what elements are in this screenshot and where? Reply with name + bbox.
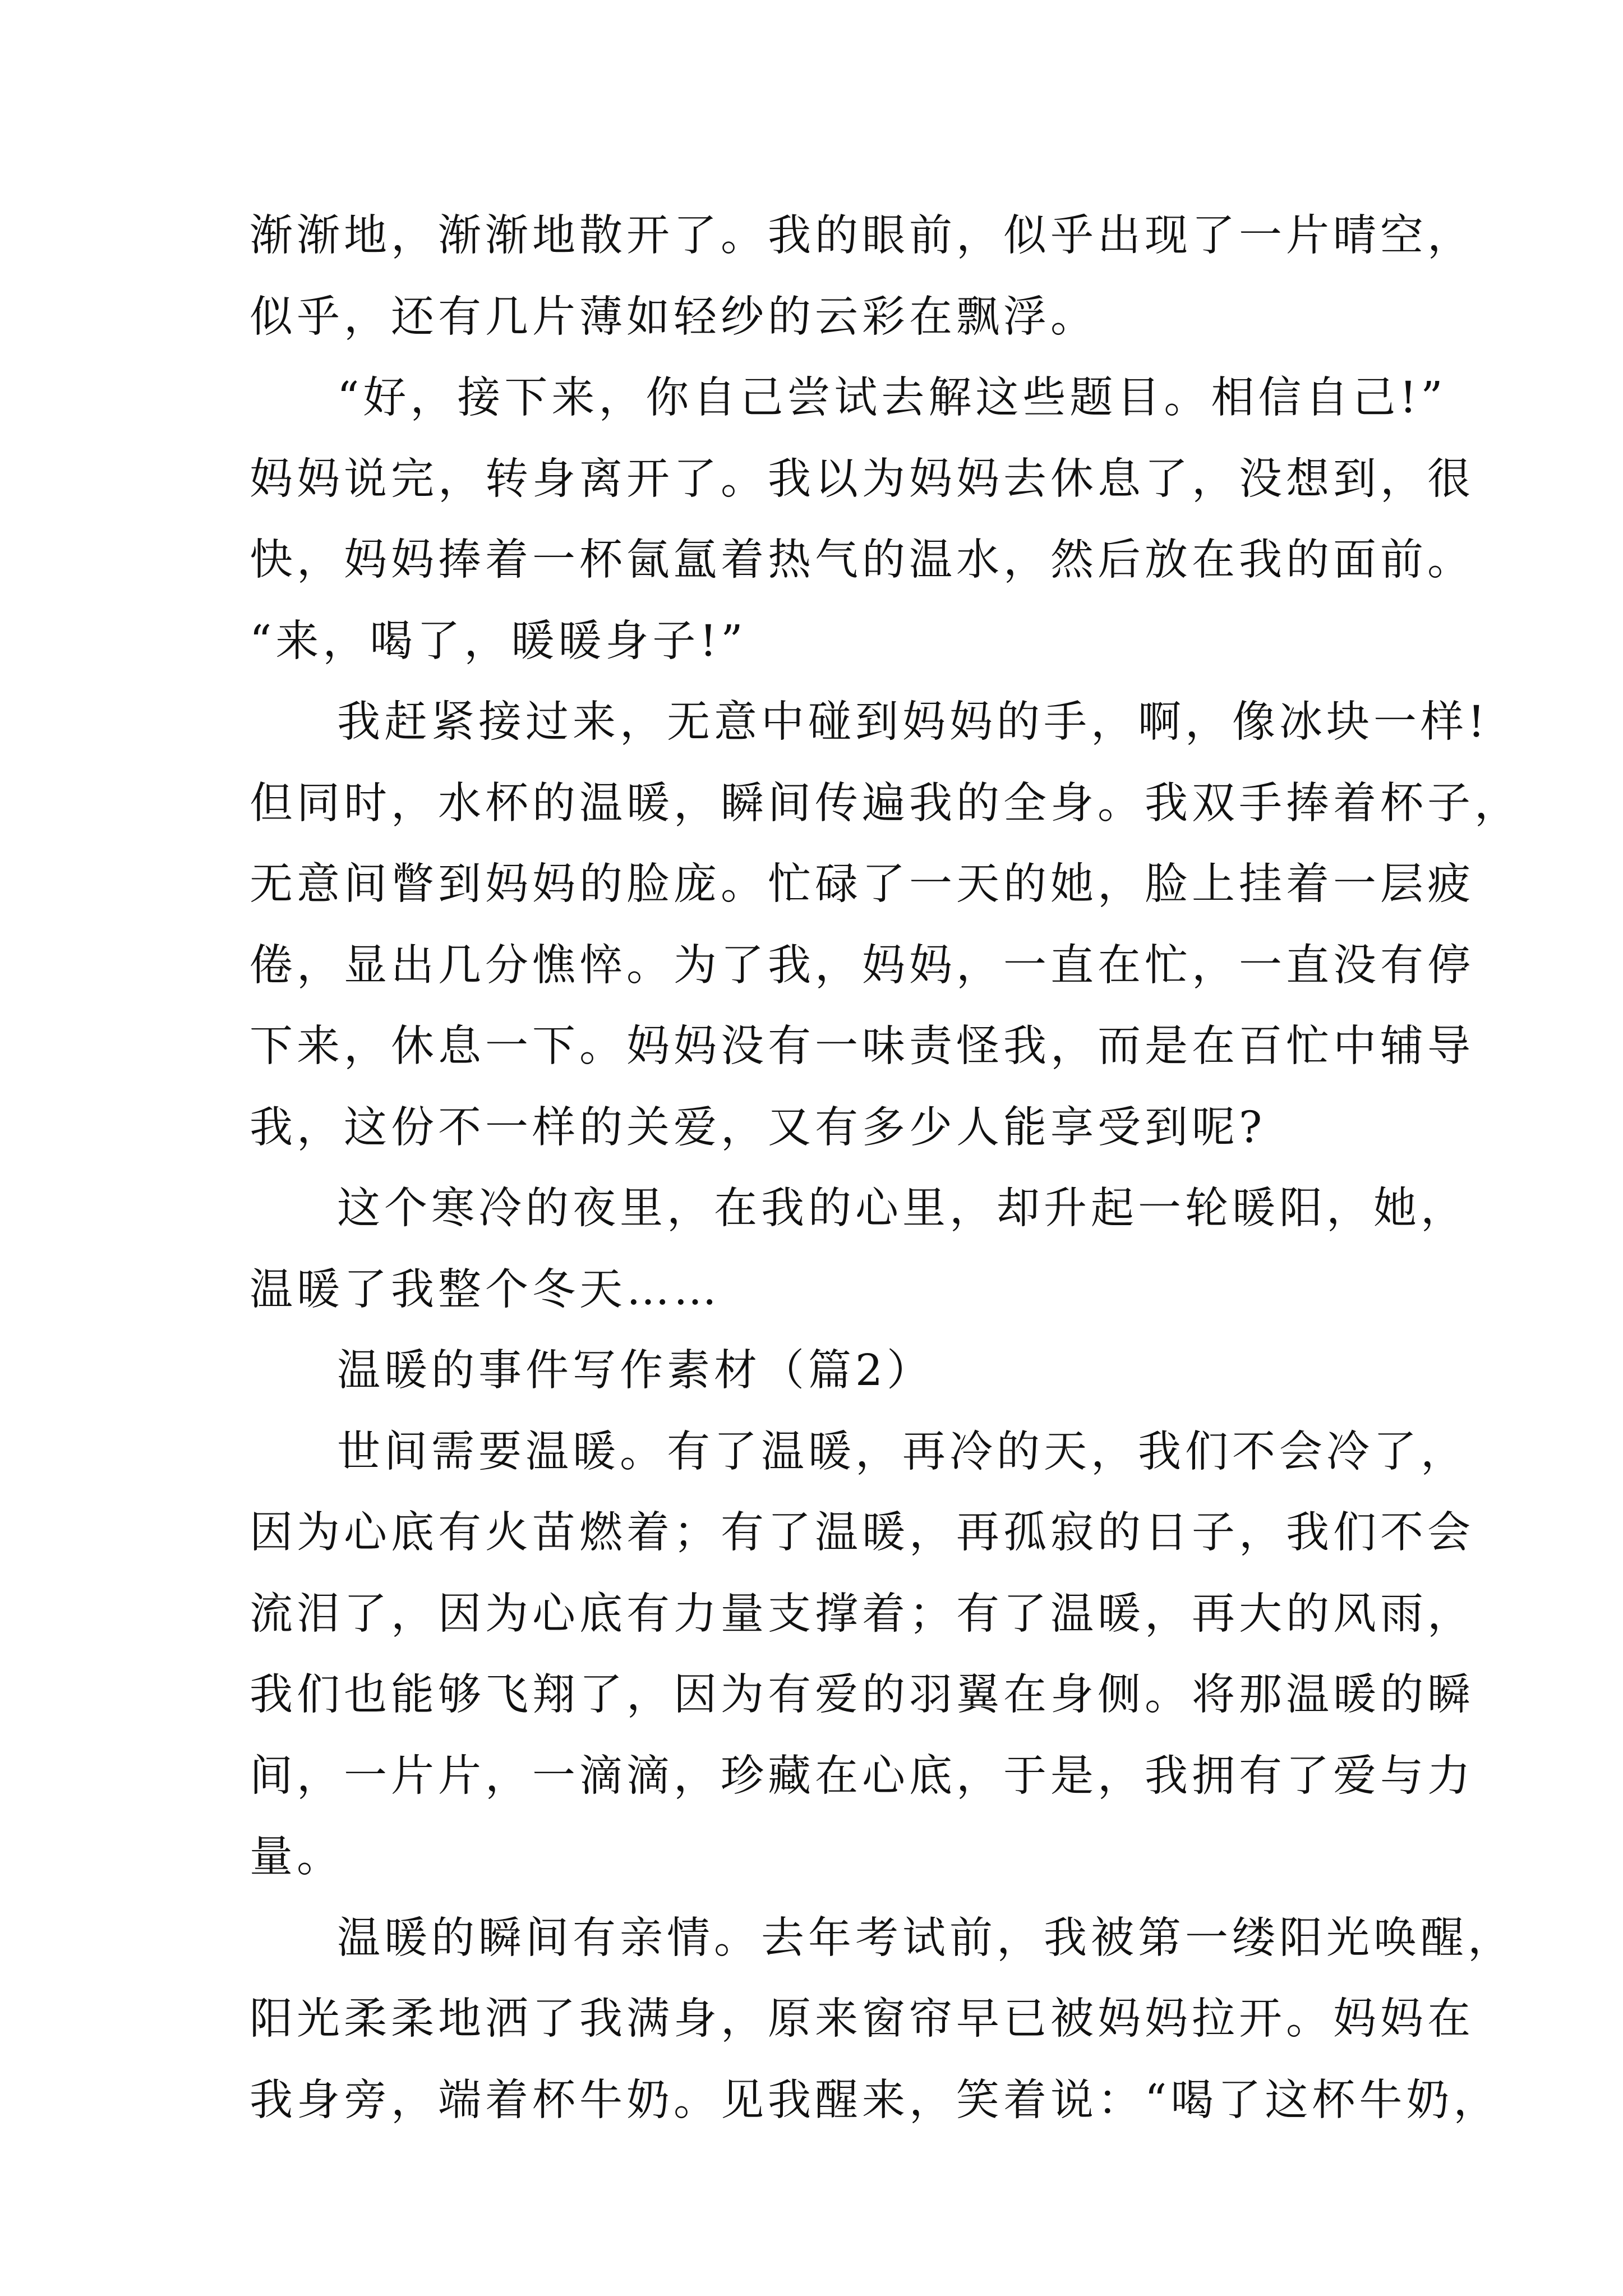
- text-line: 似乎，还有几片薄如轻纱的云彩在飘浮。: [250, 292, 1098, 342]
- text-line: 阳光柔柔地洒了我满身，原来窗帘早已被妈妈拉开。妈妈在: [250, 1994, 1474, 2044]
- text-line: 我们也能够飞翔了，因为有爱的羽翼在身侧。将那温暖的瞬: [250, 1670, 1474, 1720]
- text-line: 间，一片片，一滴滴，珍藏在心底，于是，我拥有了爱与力: [250, 1751, 1474, 1801]
- text-line: 世间需要温暖。有了温暖，再冷的天，我们不会冷了，: [337, 1427, 1468, 1477]
- text-line: 因为心底有火苗燃着；有了温暖，再孤寂的日子，我们不会: [250, 1508, 1474, 1558]
- text-line: “来，喝了，暖暖身子!”: [250, 616, 747, 666]
- text-line: 我赶紧接过来，无意中碰到妈妈的手，啊，像冰块一样!: [337, 697, 1489, 747]
- body-text: [250, 208, 1521, 2153]
- text-line: 温暖的瞬间有亲情。去年考试前，我被第一缕阳光唤醒，: [337, 1913, 1515, 1963]
- text-line: 量。: [250, 1832, 344, 1882]
- text-line: 快，妈妈捧着一杯氤氲着热气的温水，然后放在我的面前。: [250, 535, 1474, 585]
- text-line: “好，接下来，你自己尝试去解这些题目。相信自己!”: [337, 373, 1447, 423]
- text-line: 我，这份不一样的关爱，又有多少人能享受到呢?: [250, 1102, 1266, 1153]
- text-line: 温暖了我整个冬天……: [250, 1264, 721, 1315]
- text-line: 渐渐地，渐渐地散开了。我的眼前，似乎出现了一片晴空，: [250, 211, 1474, 261]
- text-line: 但同时，水杯的温暖，瞬间传遍我的全身。我双手捧着杯子，: [250, 778, 1521, 829]
- text-line: 无意间瞥到妈妈的脸庞。忙碌了一天的她，脸上挂着一层疲: [250, 859, 1474, 909]
- text-line: 妈妈说完，转身离开了。我以为妈妈去休息了，没想到，很: [250, 454, 1474, 504]
- text-line: 流泪了，因为心底有力量支撑着；有了温暖，再大的风雨，: [250, 1589, 1474, 1639]
- text-line: 倦，显出几分憔悴。为了我，妈妈，一直在忙，一直没有停: [250, 940, 1474, 991]
- section-heading: 温暖的事件写作素材（篇2）: [337, 1346, 934, 1396]
- text-line: 这个寒冷的夜里，在我的心里，却升起一轮暖阳，她，: [337, 1184, 1468, 1234]
- text-line: 下来，休息一下。妈妈没有一味责怪我，而是在百忙中辅导: [250, 1022, 1474, 1071]
- text-line: 我身旁，端着杯牛奶。见我醒来，笑着说：“喝了这杯牛奶，: [250, 2075, 1501, 2125]
